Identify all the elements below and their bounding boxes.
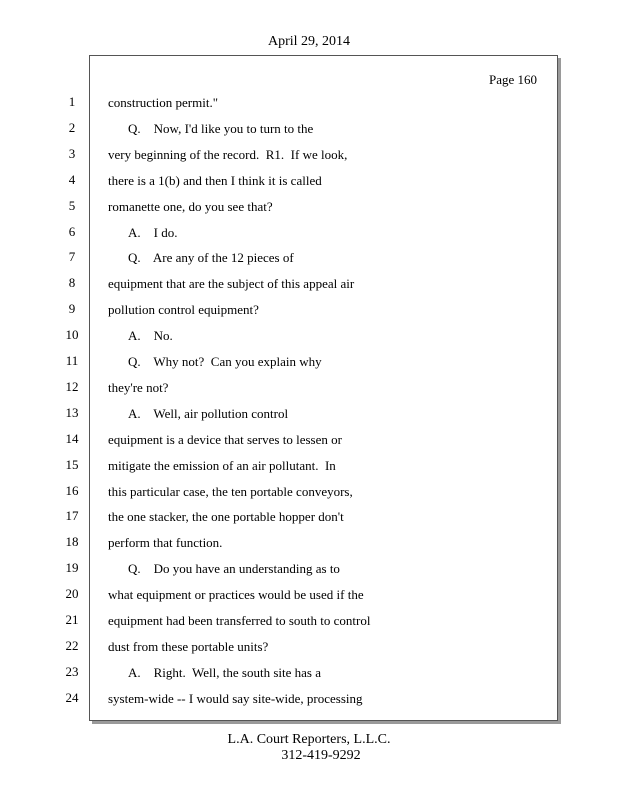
page-number: Page 160 [488,72,537,87]
line-number: 1 [68,94,76,109]
transcript-line: Q. Now, I'd like you to turn to the [128,120,314,136]
line-number: 9 [68,301,76,317]
transcript-line: romanette one, do you see that? [108,198,273,214]
transcript-line: A. Right. Well, the south site has a [128,664,321,680]
line-number: 20 [65,586,79,602]
line-number: 2 [68,119,76,135]
transcript-line: Q. Are any of the 12 pieces of [128,250,294,266]
transcript-line: equipment had been transferred to south to control [108,613,371,628]
line-number: 22 [65,637,79,653]
line-number: 16 [65,482,79,498]
transcript-line: dust from these portable units? [108,638,269,654]
transcript-line: Q. Why not? Can you explain why [128,354,322,369]
transcript-line: equipment that are the subject of this appeal air [108,276,355,292]
line-number: 3 [68,145,76,161]
line-number: 7 [68,249,76,265]
line-number: 8 [68,275,76,291]
transcript-line: Q. Do you have an understanding as to [128,561,340,577]
transcript-line: A. I do. [128,224,178,240]
reporter-phone: 312-419-9292 [281,748,361,763]
transcript-line: pollution control equipment? [108,302,259,318]
transcript-page-frame [89,55,558,721]
transcript-line: very beginning of the record. R1. If we look, [108,146,348,162]
line-number: 6 [68,223,76,239]
line-number: 13 [65,404,79,420]
line-number: 19 [65,560,79,576]
transcript-line: perform that function. [108,535,223,551]
transcript-line: there is a 1(b) and then I think it is called [108,172,322,188]
line-number: 11 [65,353,79,368]
line-number: 23 [65,663,79,679]
transcript-line: this particular case, the ten portable conveyors, [108,483,353,499]
line-number: 21 [65,612,79,627]
transcript-line: the one stacker, the one portable hopper don't [108,509,344,525]
transcript-line: equipment is a device that serves to lessen or [108,431,342,447]
transcript-line: A. Well, air pollution control [128,405,289,421]
line-number: 15 [65,456,79,472]
line-number: 4 [68,171,76,187]
transcript-date: April 29, 2014 [267,34,351,49]
line-number: 10 [65,327,79,343]
transcript-line: they're not? [108,379,169,395]
line-number: 18 [65,534,79,550]
line-number: 12 [65,378,79,394]
transcript-line: mitigate the emission of an air pollutant. In [108,457,336,473]
line-number: 24 [65,689,79,705]
footer [0,732,618,764]
transcript-line: construction permit." [108,95,219,110]
transcript-line: what equipment or practices would be used if the [108,587,364,603]
line-number: 5 [68,197,76,213]
transcript-line: system-wide -- I would say site-wide, processing [108,690,363,706]
line-number: 17 [65,508,79,524]
line-number: 14 [65,430,79,446]
transcript-line: A. No. [128,328,173,344]
reporter-company: L.A. Court Reporters, L.L.C. [227,732,391,747]
